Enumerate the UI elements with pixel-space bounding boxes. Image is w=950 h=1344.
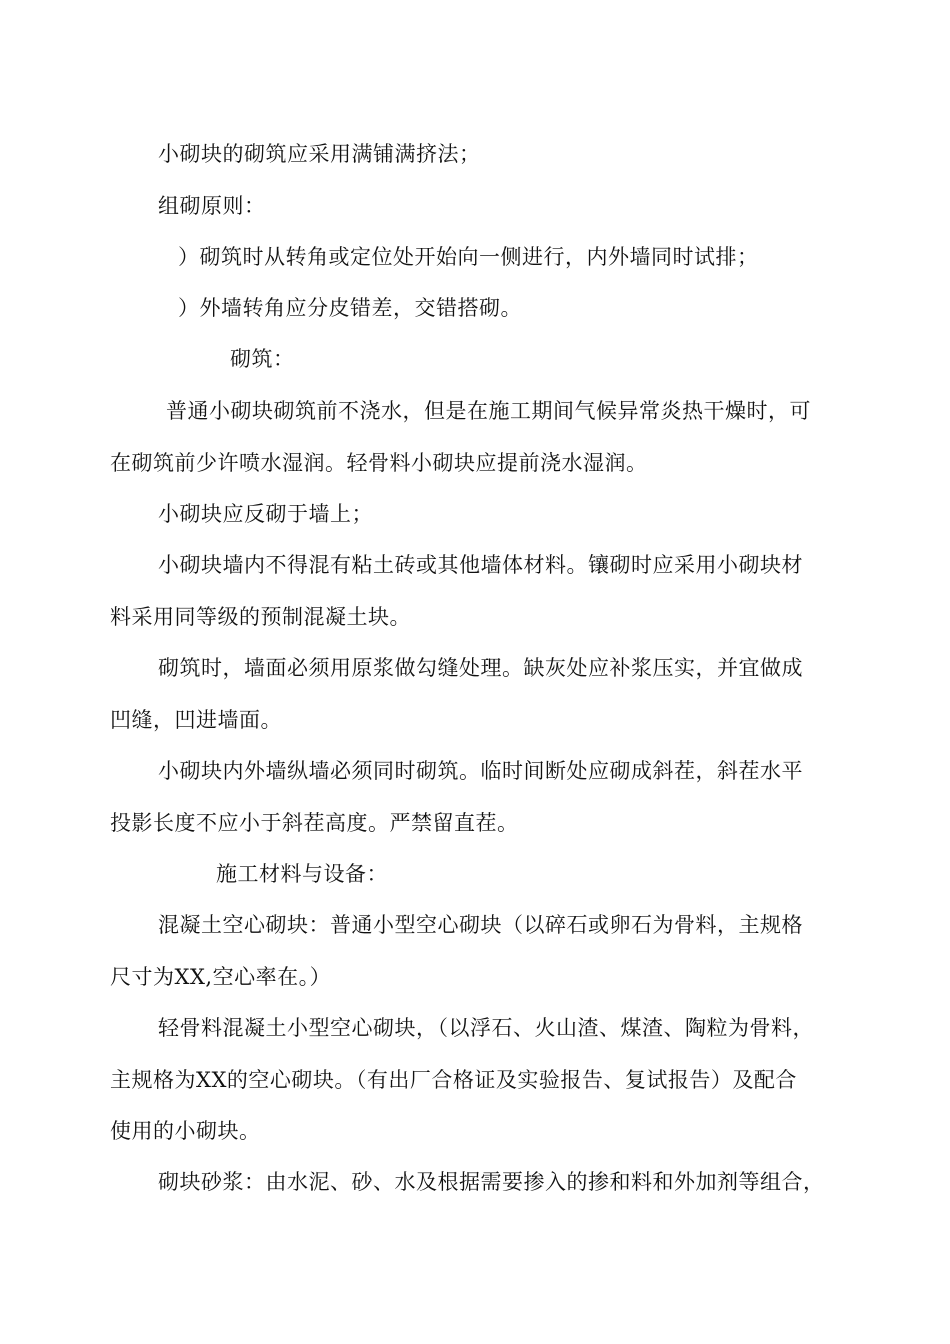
paragraph-line: 主规格为XX的空心砌块。（有出厂合格证及实验报告、复试报告）及配合 [110, 1068, 797, 1092]
paragraph-line: 料采用同等级的预制混凝土块。 [110, 605, 411, 629]
section-heading: 砌筑： [230, 347, 295, 371]
paragraph-line: 小砌块内外墙纵墙必须同时砌筑。临时间断处应砌成斜茬，斜茬水平 [158, 759, 803, 783]
paragraph-line: 使用的小砌块。 [110, 1119, 261, 1143]
paragraph-line: 小砌块墙内不得混有粘土砖或其他墙体材料。镶砌时应采用小砌块材 [158, 553, 803, 577]
paragraph-line: 混凝土空心砌块：普通小型空心砌块（以碎石或卵石为骨料，主规格 [158, 913, 803, 937]
paragraph-line: 砌块砂浆：由水泥、砂、水及根据需要掺入的掺和料和外加剂等组合， [158, 1170, 825, 1194]
list-item: ）外墙转角应分皮错差，交错搭砌。 [178, 296, 522, 320]
paragraph-line: 普通小砌块砌筑前不浇水，但是在施工期间气候异常炎热干燥时，可 [166, 399, 811, 423]
paragraph-line: 轻骨料混凝土小型空心砌块，（以浮石、火山渣、煤渣、陶粒为骨料， [158, 1016, 814, 1040]
list-item: ）砌筑时从转角或定位处开始向一侧进行，内外墙同时试排； [178, 245, 759, 269]
paragraph-line: 尺寸为XX,空心率在。） [110, 965, 332, 989]
paragraph-line: 小砌块的砌筑应采用满铺满挤法； [158, 142, 481, 166]
paragraph-line: 砌筑时，墙面必须用原浆做勾缝处理。缺灰处应补浆压实，并宜做成 [158, 656, 803, 680]
paragraph-line: 小砌块应反砌于墙上； [158, 502, 373, 526]
paragraph-line: 组砌原则： [158, 194, 266, 218]
paragraph-line: 凹缝，凹进墙面。 [110, 708, 282, 732]
paragraph-line: 投影长度不应小于斜茬高度。严禁留直茬。 [110, 811, 519, 835]
paragraph-line: 在砌筑前少许喷水湿润。轻骨料小砌块应提前浇水湿润。 [110, 451, 648, 475]
section-heading: 施工材料与设备： [216, 862, 388, 886]
